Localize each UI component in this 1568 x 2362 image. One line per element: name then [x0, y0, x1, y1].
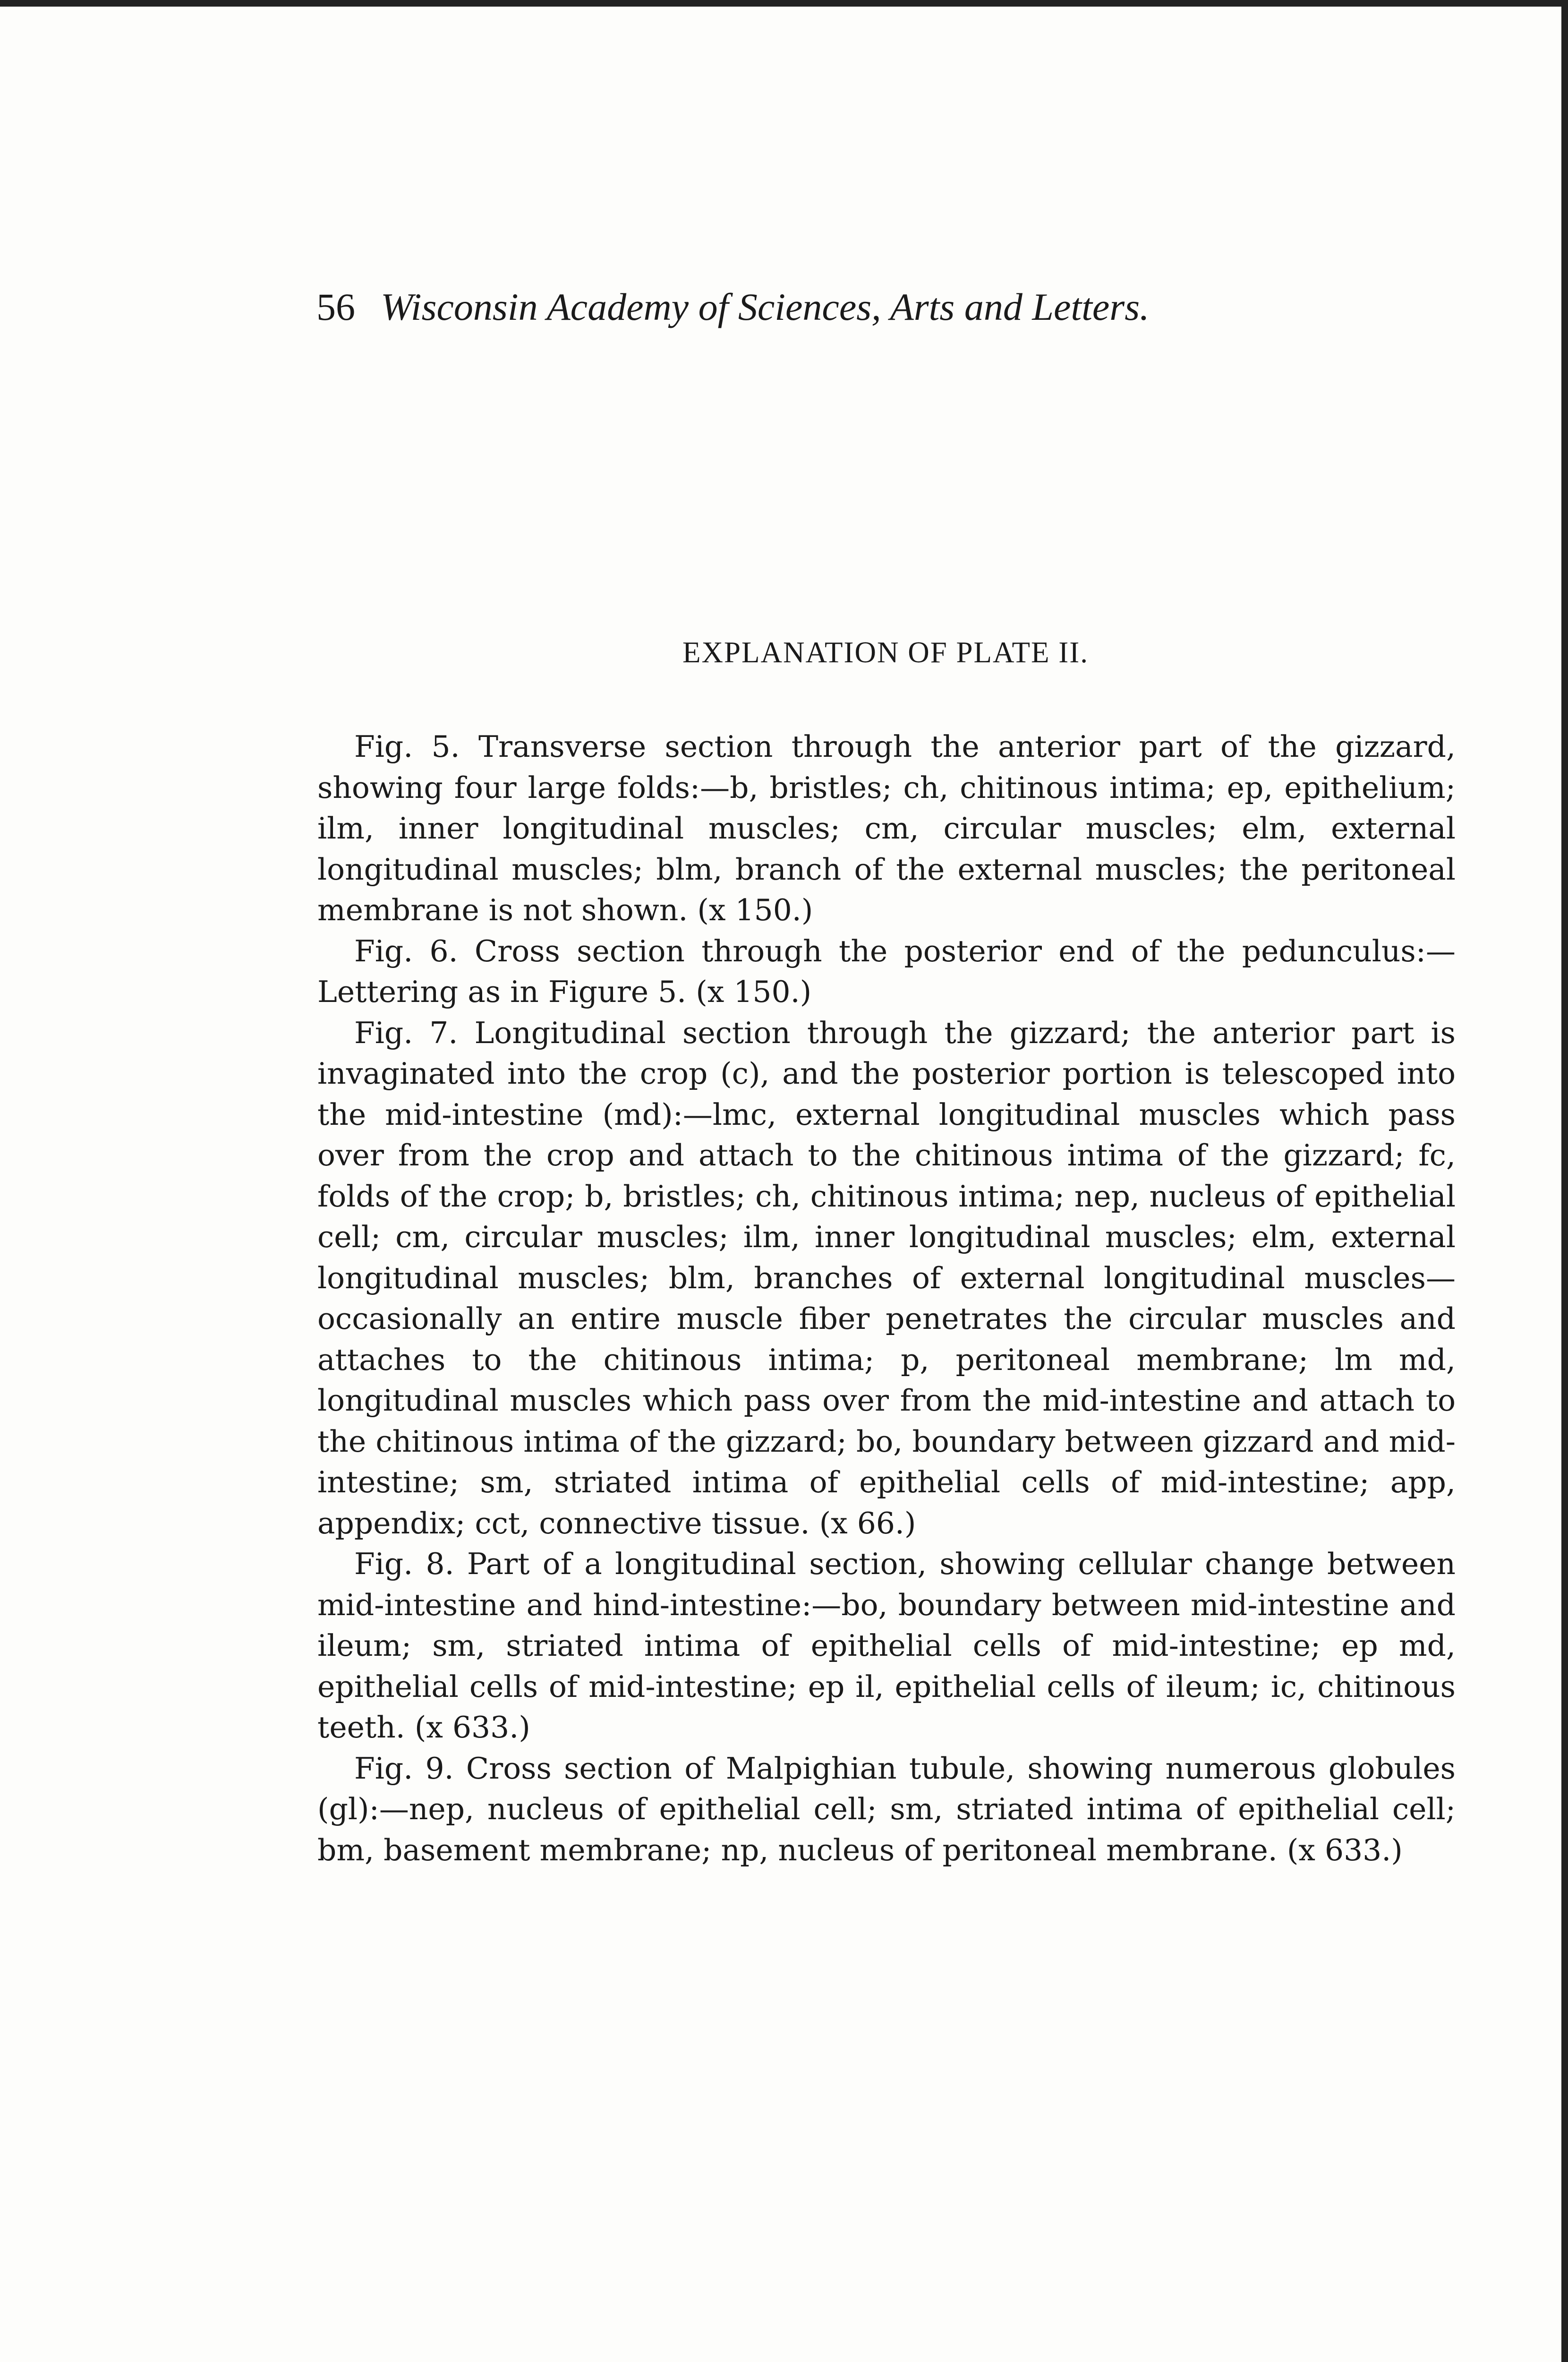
figure-caption-8 — [317, 1544, 1456, 1748]
page-number: 56 — [316, 285, 355, 328]
scan-border-right — [1561, 0, 1568, 2362]
figure-caption-text: Longitudinal section through the gizzard; the anterior part is invaginated into the crop (c), and the posterior portion is telescoped into the mid-intestine (md):—lmc, external longitudinal muscles which pass over from the crop and attach to the chitinous intima of the gizzard; fc, folds of the crop; b, bristles; ch, chitinous intima; nep, nucleus of epithelial cell; cm, circular muscles; ilm, inner longitudinal muscles; elm, external longitudinal muscles; blm, branches of external longitudinal muscles—occasionally an entire muscle fiber penetrates the circular muscles and attaches to the chitinous intima; p, peritoneal membrane; lm md, longitudinal muscles which pass over from the mid-intestine and attach to the chitinous intima of the gizzard; bo, boundary between gizzard and mid-intestine; sm, striated intima of epithelial cells of mid-intestine; app, appendix; cct, connective tissue. (x 66.) — [317, 1015, 1456, 1540]
figure-caption-5 — [317, 727, 1456, 931]
figure-label: Fig. 5. — [354, 729, 460, 764]
figure-captions — [317, 727, 1456, 1871]
plate-title: EXPLANATION OF PLATE II. — [682, 636, 1089, 669]
figure-caption-text: Cross section through the posterior end of the pedunculus:—Lettering as in Figure 5. (x 150.) — [317, 933, 1456, 1009]
figure-caption-7 — [317, 1013, 1456, 1544]
figure-label: Fig. 6. — [354, 933, 458, 968]
figure-label: Fig. 7. — [354, 1015, 458, 1050]
figure-caption-text: Part of a longitudinal section, showing cellular change between mid-intestine and hind-intestine:—bo, boundary between mid-intestine and ileum; sm, striated intima of epithelial cells of mid-intestine; ep md, epithelial cells of mid-intestine; ep il, epithelial cells of ileum; ic, chitinous teeth. (x 633.) — [317, 1547, 1456, 1745]
figure-caption-9 — [317, 1748, 1456, 1871]
running-head — [316, 283, 1403, 331]
figure-caption-6 — [317, 931, 1456, 1013]
figure-label: Fig. 8. — [354, 1547, 454, 1581]
figure-label: Fig. 9. — [354, 1751, 454, 1786]
journal-title: Wisconsin Academy of Sciences, Arts and Letters. — [381, 285, 1150, 328]
scan-border-top — [0, 0, 1568, 7]
figure-caption-text: Transverse section through the anterior part of the gizzard, showing four large folds:—b, bristles; ch, chitinous intima; ep, epithelium; ilm, inner longitudinal muscles; cm, circular muscles; elm, external longitudinal muscles; blm, branch of the external muscles; the peritoneal membrane is not shown. (x 150.) — [317, 729, 1456, 927]
figure-caption-text: Cross section of Malpighian tubule, showing numerous globules (gl):—nep, nucleus of epithelial cell; sm, striated intima of epithelial cell; bm, basement membrane; np, nucleus of peritoneal membrane. (x 633.) — [317, 1751, 1456, 1867]
